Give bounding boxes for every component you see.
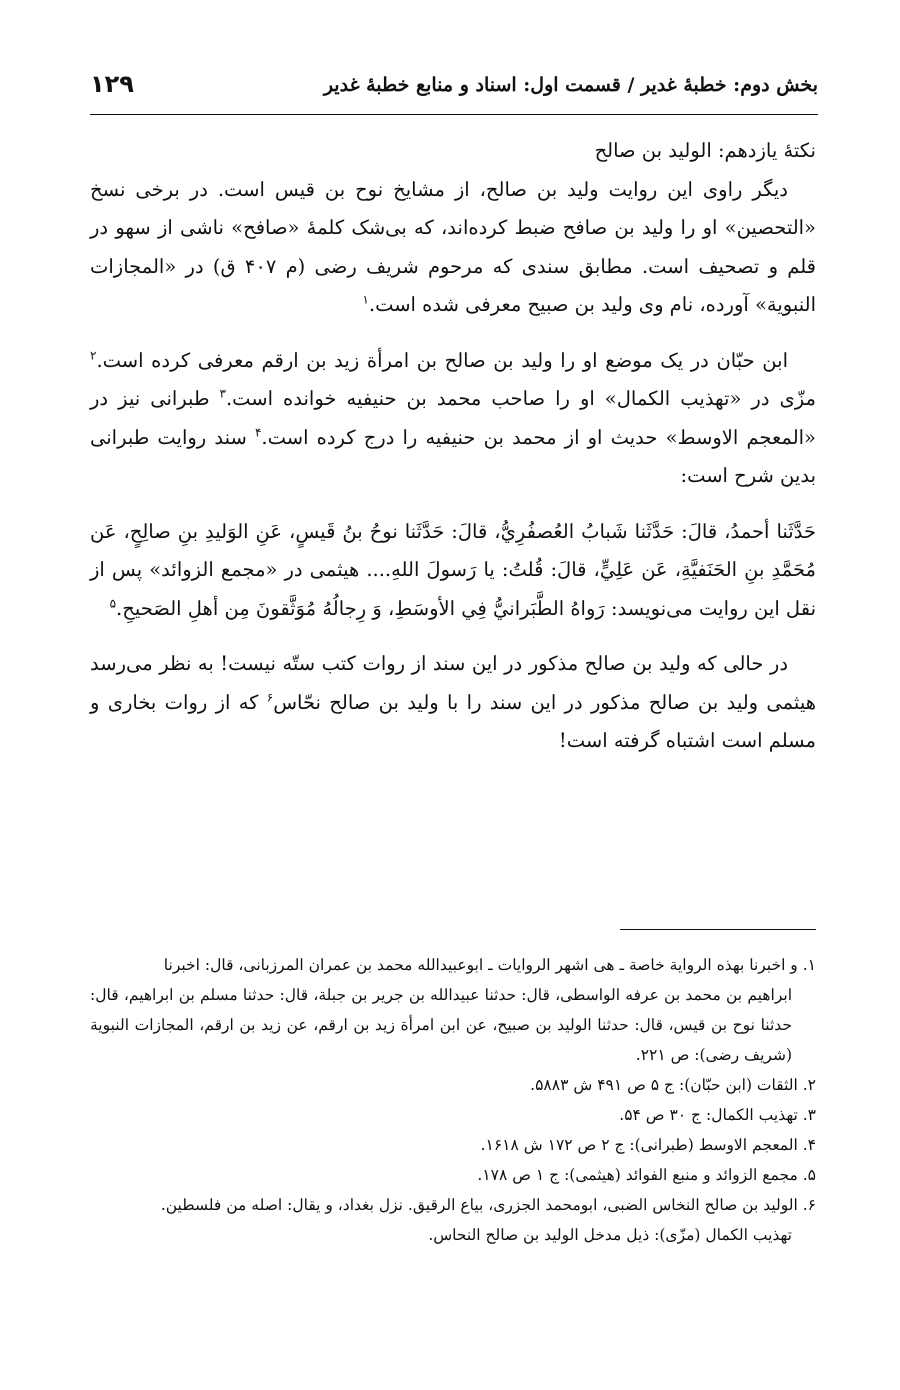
footnote-ref-2: ۲ — [90, 348, 97, 362]
paragraph-1 — [90, 171, 816, 325]
footnote-number: ۶. — [802, 1196, 816, 1214]
footnote-text: الولید بن صالح النخاس الضبی، ابومحمد الجزری، بیاع الرقیق. نزل بغداد، و یقال: اصله من فلسطین. — [160, 1196, 798, 1214]
main-text — [90, 132, 816, 761]
paragraph-2-text-a: ابن حبّان در یک موضع او را ولید بن صالح بن امرأة زید بن ارقم معرفی کرده است. — [96, 348, 788, 372]
paragraph-4-text-a: در حالی که ولید بن صالح مذکور در این سند از روات کتب ستّه نیست! به نظر می‌رسد هیثمی ولید بن صالح مذکور در این سند را با ولید بن صالح نحّاس — [90, 652, 816, 714]
footnote-ref-6: ۶ — [266, 690, 274, 704]
section-heading: نکتهٔ یازدهم: الولید بن صالح — [594, 139, 816, 162]
page-number: ۱۲۹ — [90, 70, 134, 98]
hadith-chain-text: حَدَّثَنا أحمدُ، قالَ: حَدَّثَنا شَبابُ العُصفُرِيُّ، قالَ: حَدَّثَنا نوحُ بنُ قَيسٍ، عَنِ الوَليدِ بنِ صالِحٍ، عَن مُحَمَّدِ بنِ الحَنَفيَّةِ، عَن عَلِيٍّ، قالَ: قُلتُ: يا رَسولَ اللهِ.... — [90, 519, 817, 581]
footnote-number: ۳. — [802, 1106, 816, 1124]
footnote-continuation: تهذیب الکمال (مزّی): ذیل مدخل الولید بن صالح النحاس. — [428, 1226, 792, 1244]
footnote-ref-1: ۱ — [362, 292, 369, 307]
footnote-text: المعجم الاوسط (طبرانی): ج ۲ ص ۱۷۲ ش ۱۶۱۸. — [480, 1136, 798, 1154]
footnote-ref-5: ۵ — [109, 596, 117, 610]
paragraph-2-text-d: سند روایت طبرانی بدین شرح است: — [90, 425, 816, 487]
footnote-1 — [90, 950, 816, 1070]
paragraph-4 — [90, 645, 816, 761]
footnote-text: مجمع الزوائد و منبع الفوائد (هیثمی): ج ۱ ص ۱۷۸. — [477, 1166, 798, 1184]
paragraph-2-text-c: طبرانی نیز در «المعجم الاوسط» حدیث او از محمد بن حنیفیه را درج کرده است. — [90, 387, 816, 449]
footnote-number: ۱. — [802, 956, 816, 974]
footnote-number: ۵. — [802, 1166, 816, 1184]
page-header — [90, 68, 818, 115]
footnote-5 — [90, 1160, 816, 1190]
paragraph-2-text-b: مزّی در «تهذیب الکمال» او را صاحب محمد بن حنیفیه خوانده است. — [225, 387, 816, 410]
footnote-number: ۲. — [802, 1076, 816, 1094]
footnote-text: تهذیب الکمال: ج ۳۰ ص ۵۴. — [619, 1106, 798, 1124]
paragraph-1-text: دیگر راوی این روایت ولید بن صالح، از مشایخ نوح بن قیس است. در برخی نسخ «التحصین» او را ولید بن صافح ضبط کرده‌اند، که بی‌شک کلمهٔ «صافح» ناشی از سهو در قلم و تصحیف است. مطابق سندی که مرحوم شریف رضی (م ۴۰۷ ق) در «المجازات النبویة» آورده، نام وی ولید بن صبیح معرفی شده است. — [90, 177, 817, 316]
footnote-text: الثقات (ابن حبّان): ج ۵ ص ۴۹۱ ش ۵۸۸۳. — [530, 1076, 798, 1094]
footnote-6 — [90, 1190, 816, 1250]
footnote-3 — [90, 1100, 816, 1130]
footnote-number: ۴. — [802, 1136, 816, 1154]
paragraph-3-persian: هیثمی در «مجمع الزوائد» پس از نقل این روایت می‌نویسد: — [90, 558, 816, 620]
paragraph-2 — [90, 342, 816, 496]
footnote-continuation: ابراهیم بن محمد بن عرفه الواسطی، قال: حدثنا عبیدالله بن جریر بن جبلة، قال: حدثنا مسلم بن ابراهیم، قال: حدثنا نوح بن قیس، قال: حدثنا الولید بن صبیح، عن ابن امرأة زید بن ارقم، عن زید بن ارقم، المجازات النبویة (شریف رضی): ص ۲۲۱. — [90, 986, 792, 1064]
paragraph-3-hadith — [90, 513, 816, 629]
footnote-ref-4: ۴ — [254, 425, 262, 439]
footnote-text: و اخبرنا بهذه الروایة خاصة ـ هی اشهر الروایات ـ ابوعبیدالله محمد بن عمران المرزبانی، قال: اخبرنا — [163, 956, 798, 974]
haythami-quote: رَواهُ الطَّبَرانيُّ فِي الأوسَطِ، وَ رِجالُهُ مُوَثَّقونَ مِن أهلِ الصَحيحِ. — [116, 596, 605, 620]
footnote-4 — [90, 1130, 816, 1160]
footnote-2 — [90, 1070, 816, 1100]
footnote-separator — [620, 929, 816, 930]
footnotes — [90, 950, 816, 1250]
running-head: بخش دوم: خطبهٔ غدیر / قسمت اول: اسناد و منابع خطبهٔ غدیر — [323, 74, 818, 96]
paragraph-4-text-b: که از روات بخاری و مسلم است اشتباه گرفته است! — [90, 690, 816, 752]
footnote-ref-3: ۳ — [219, 386, 226, 401]
